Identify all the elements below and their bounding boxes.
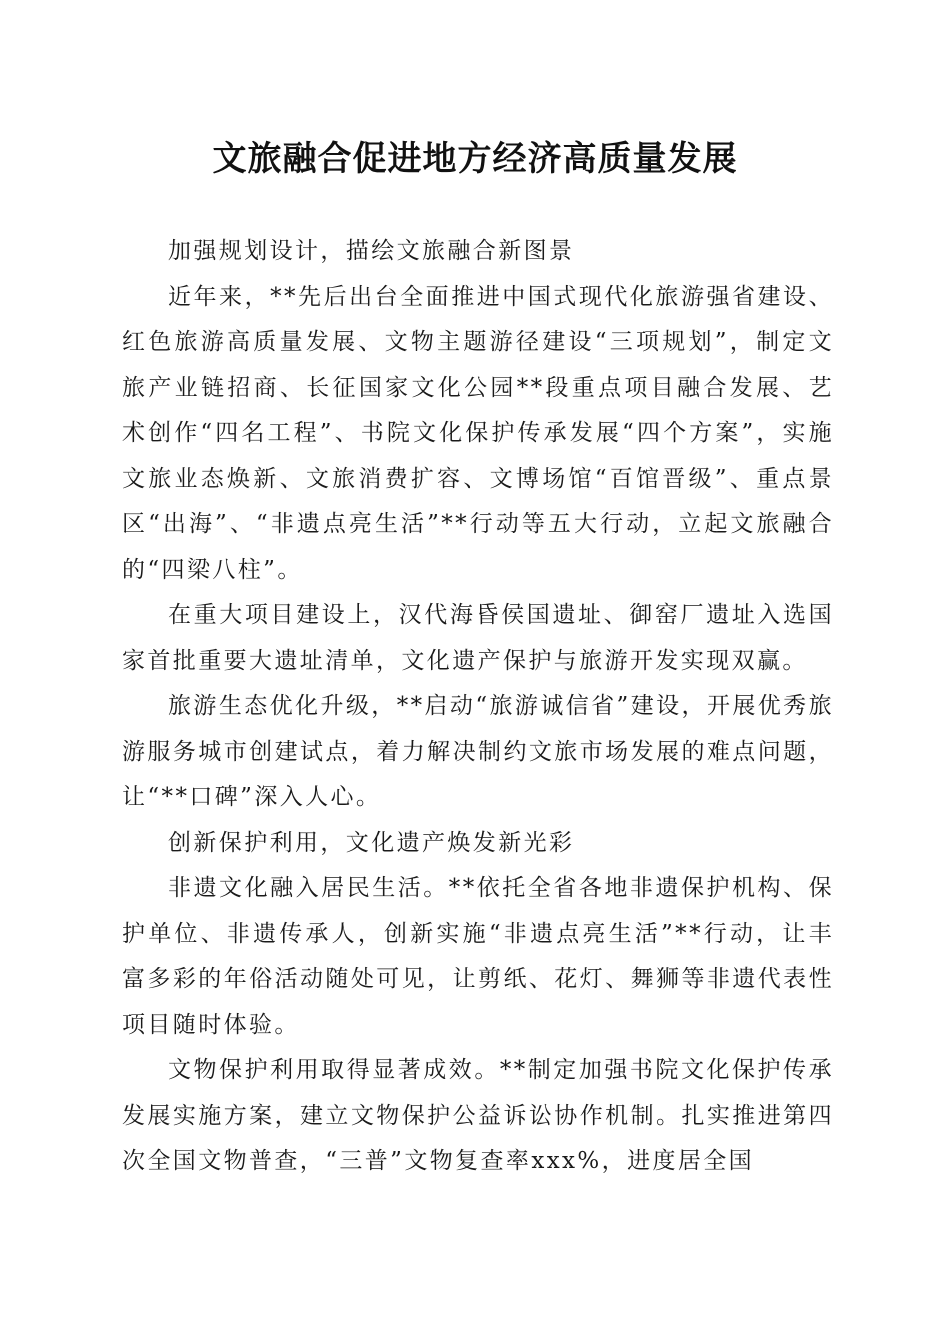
section-heading-planning: 加强规划设计，描绘文旅融合新图景: [168, 238, 575, 264]
document-title: 文旅融合促进地方经济高质量发展: [212, 139, 738, 179]
paragraph-intangible-heritage: 非遗文化融入居民生活。**依托全省各地非遗保护机构、保护单位、非遗传承人，创新实施“非遗点亮生活”**行动，让丰富多彩的年俗活动随处可见，让剪纸、花灯、舞狮等非遗代表性项目随时体验。: [122, 875, 834, 1038]
paragraph-tourism-ecology: 旅游生态优化升级，**启动“旅游诚信省”建设，开展优秀旅游服务城市创建试点，着力解决制约文旅市场发展的难点问题，让“**口碑”深入人心。: [122, 693, 834, 810]
paragraph-relic-protection: 文物保护利用取得显著成效。**制定加强书院文化保护传承发展实施方案，建立文物保护公益诉讼协作机制。扎实推进第四次全国文物普查，“三普”文物复查率xxx%，进度居全国: [122, 1057, 834, 1174]
section-heading-heritage: 创新保护利用，文化遗产焕发新光彩: [168, 829, 575, 856]
paragraph-major-projects: 在重大项目建设上，汉代海昏侯国遗址、御窑厂遗址入选国家首批重要大遗址清单，文化遗产保护与旅游开发实现双赢。: [122, 602, 834, 674]
paragraph-recent-plans: 近年来，**先后出台全面推进中国式现代化旅游强省建设、红色旅游高质量发展、文物主题游径建设“三项规划”，制定文旅产业链招商、长征国家文化公园**段重点项目融合发展、艺术创作“四名工程”、书院文化保护传承发展“四个方案”，实施文旅业态焕新、文旅消费扩容、文博场馆“百馆晋级”、重点景区“出海”、“非遗点亮生活”**行动等五大行动，立起文旅融合的“四梁八柱”。: [122, 283, 834, 583]
document-body: [122, 229, 834, 1185]
